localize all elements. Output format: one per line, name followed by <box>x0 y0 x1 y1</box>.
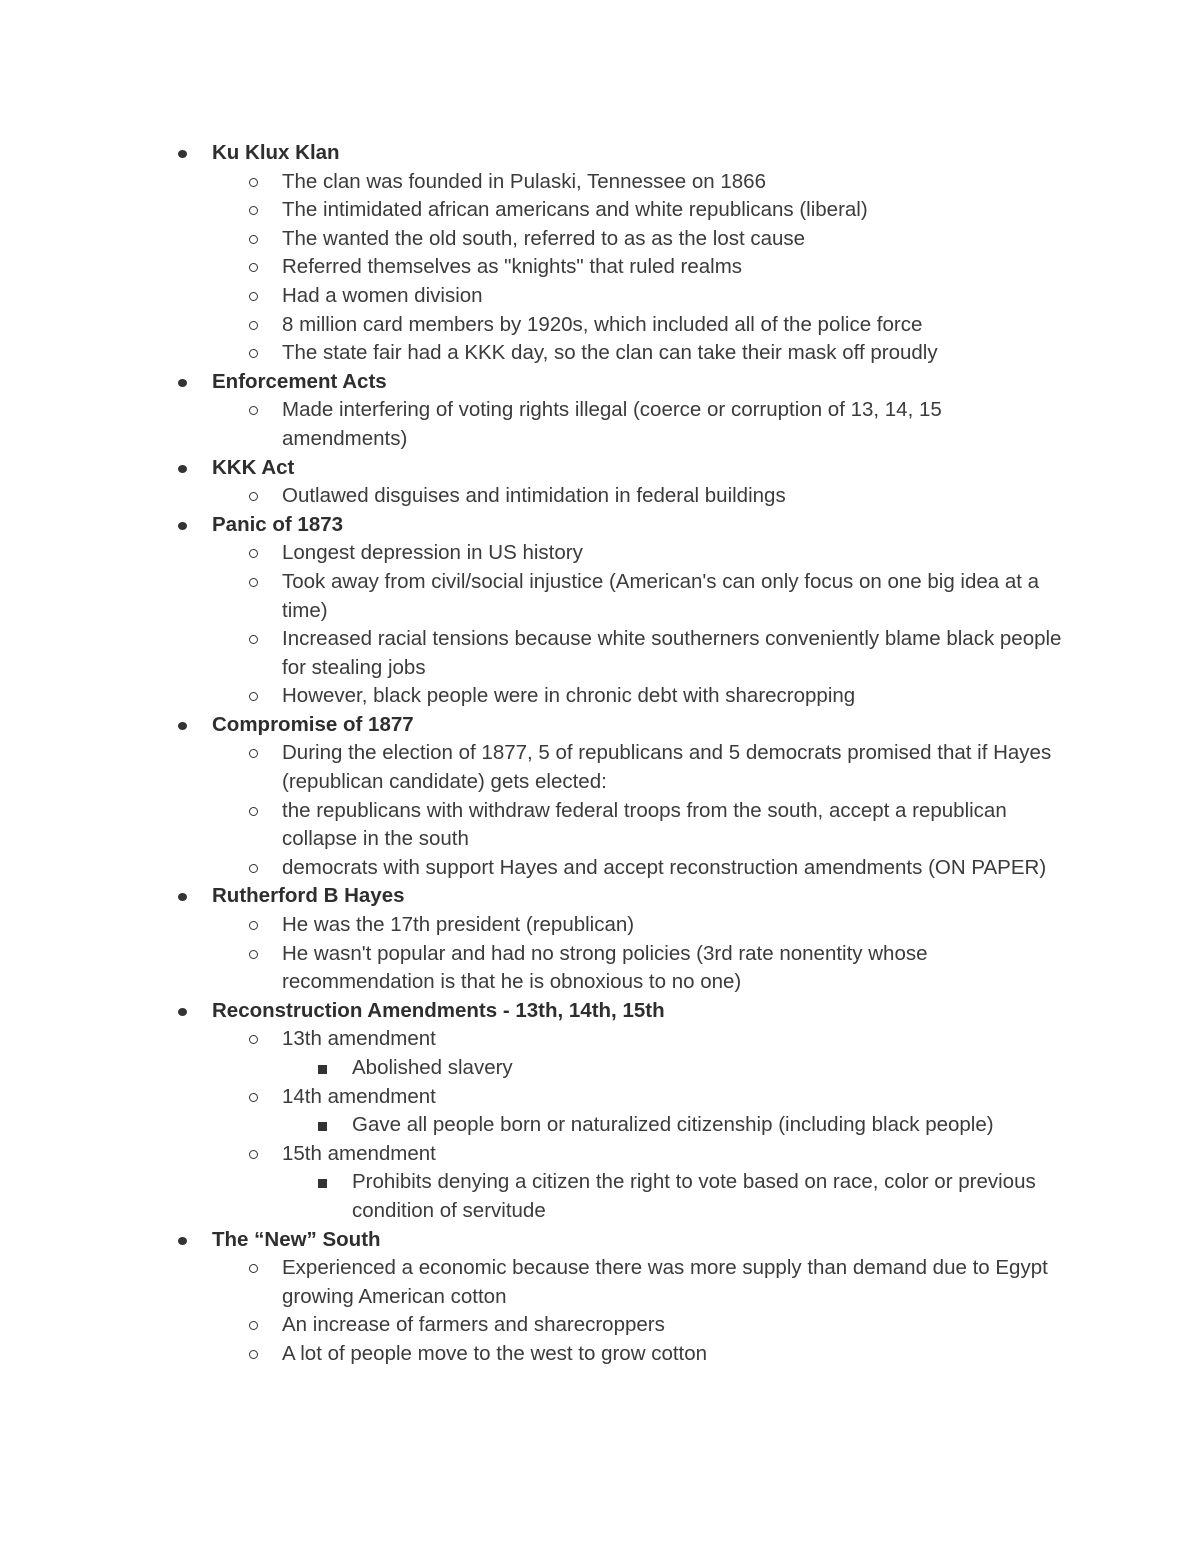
bullet-circle-icon <box>249 749 258 758</box>
sub-point-row <box>0 282 1072 311</box>
bullet-circle-icon <box>249 864 258 873</box>
sub-point-text: 15th amendment <box>282 1141 436 1165</box>
sub-point-text: democrats with support Hayes and accept reconstruction amendments (ON PAPER) <box>282 855 1047 879</box>
sub-point-row <box>0 1311 1072 1340</box>
sub-point-text: Increased racial tensions because white southerners conveniently blame black people for stealing jobs <box>282 627 1062 679</box>
sub-point-row <box>0 739 1072 796</box>
topic-heading-row <box>0 997 1062 1026</box>
bullet-circle-icon <box>249 292 258 301</box>
sub-point-row <box>0 168 1072 197</box>
bullet-disc-icon <box>178 522 187 530</box>
bullet-disc-icon <box>178 893 187 901</box>
sub-point-row <box>0 339 1072 368</box>
sub-point-row <box>0 396 1072 453</box>
sub-point-text: The intimidated african americans and white republicans (liberal) <box>282 198 868 222</box>
bullet-circle-icon <box>249 549 258 558</box>
bullet-circle-icon <box>249 492 258 501</box>
bullet-circle-icon <box>249 1150 258 1159</box>
sub-point-text: During the election of 1877, 5 of republicans and 5 democrats promised that if Hayes (republican candidate) gets elected: <box>282 741 1052 794</box>
sub-point-row <box>0 854 1072 883</box>
sub-point-row <box>0 940 1072 997</box>
sub-point-row <box>0 682 1072 711</box>
detail-point-row <box>0 1168 1072 1225</box>
sub-point-text: Longest depression in US history <box>282 541 583 565</box>
sub-point-text: The state fair had a KKK day, so the clan can take their mask off proudly <box>282 341 938 365</box>
topic-heading-row <box>0 368 1062 397</box>
topic-heading-row <box>0 1226 1062 1255</box>
sub-point-text: Referred themselves as "knights" that ruled realms <box>282 255 743 279</box>
topic-heading-text: Compromise of 1877 <box>212 712 414 736</box>
bullet-square-icon <box>318 1122 327 1131</box>
bullet-disc-icon <box>178 150 187 158</box>
bullet-disc-icon <box>178 722 187 730</box>
bullet-circle-icon <box>249 921 258 930</box>
sub-point-text: 14th amendment <box>282 1084 436 1108</box>
bullet-circle-icon <box>249 1321 258 1330</box>
sub-point-text: 13th amendment <box>282 1027 436 1051</box>
sub-point-text: The clan was founded in Pulaski, Tennessee on 1866 <box>282 169 766 193</box>
bullet-disc-icon <box>178 1237 187 1245</box>
bullet-circle-icon <box>249 1035 258 1044</box>
bullet-disc-icon <box>178 1008 187 1016</box>
topic-heading-row <box>0 454 1062 483</box>
sub-point-row <box>0 539 1072 568</box>
bullet-circle-icon <box>249 206 258 215</box>
sub-point-text: Took away from civil/social injustice (American's can only focus on one big idea at a time) <box>282 569 1040 622</box>
topic-heading-row <box>0 711 1062 740</box>
sub-point-row <box>0 1340 1072 1369</box>
sub-point-row <box>0 196 1072 225</box>
sub-point-text: Experienced a economic because there was more supply than demand due to Egypt growing American cotton <box>282 1256 1048 1308</box>
topic-heading-text: Ku Klux Klan <box>212 141 340 164</box>
bullet-circle-icon <box>249 263 258 272</box>
bullet-circle-icon <box>249 807 258 816</box>
bullet-circle-icon <box>249 1093 258 1102</box>
bullet-circle-icon <box>249 321 258 330</box>
topic-heading-text: KKK Act <box>212 455 295 479</box>
sub-point-row <box>0 911 1072 940</box>
sub-point-row <box>0 1025 1072 1054</box>
bullet-square-icon <box>318 1179 327 1188</box>
topic-heading-text: The “New” South <box>212 1227 381 1251</box>
sub-point-text: A lot of people move to the west to grow cotton <box>282 1341 708 1365</box>
sub-point-text: Made interfering of voting rights illegal (coerce or corruption of 13, 14, 15 amendments) <box>282 398 942 450</box>
detail-point-text: Abolished slavery <box>352 1056 513 1079</box>
topic-heading-row <box>0 511 1062 540</box>
topic-heading-row <box>0 139 1062 168</box>
bullet-circle-icon <box>249 235 258 244</box>
bullet-circle-icon <box>249 1264 258 1273</box>
sub-point-text: 8 million card members by 1920s, which included all of the police force <box>282 312 923 336</box>
bullet-disc-icon <box>178 465 187 473</box>
sub-point-text: The wanted the old south, referred to as as the lost cause <box>282 226 806 250</box>
sub-point-text: He was the 17th president (republican) <box>282 913 635 937</box>
sub-point-row <box>0 225 1072 254</box>
detail-point-row <box>0 1054 1072 1083</box>
detail-point-text: Prohibits denying a citizen the right to vote based on race, color or previous condition of servitude <box>352 1170 1036 1222</box>
bullet-circle-icon <box>249 692 258 701</box>
sub-point-text: An increase of farmers and sharecroppers <box>282 1313 665 1337</box>
sub-point-row <box>0 1254 1072 1311</box>
sub-point-row <box>0 568 1072 625</box>
bullet-circle-icon <box>249 635 258 644</box>
document-body <box>0 139 1200 1369</box>
bullet-circle-icon <box>249 406 258 415</box>
bullet-disc-icon <box>178 379 187 387</box>
bullet-circle-icon <box>249 1350 258 1359</box>
sub-point-text: the republicans with withdraw federal troops from the south, accept a republican collapse in the south <box>282 798 1007 851</box>
bullet-square-icon <box>318 1065 327 1074</box>
sub-point-row <box>0 311 1072 340</box>
topic-heading-row <box>0 882 1062 911</box>
sub-point-row <box>0 482 1072 511</box>
sub-point-row <box>0 625 1072 682</box>
sub-point-text: Had a women division <box>282 283 483 307</box>
sub-point-text: However, black people were in chronic debt with sharecropping <box>282 684 856 708</box>
topic-heading-text: Panic of 1873 <box>212 512 344 536</box>
bullet-circle-icon <box>249 178 258 187</box>
bullet-circle-icon <box>249 578 258 587</box>
sub-point-row <box>0 797 1072 854</box>
sub-point-text: He wasn't popular and had no strong policies (3rd rate nonentity whose recommendation is that he is obnoxious to no one) <box>282 941 928 994</box>
detail-point-text: Gave all people born or naturalized citizenship (including black people) <box>352 1113 994 1137</box>
sub-point-row <box>0 1083 1072 1112</box>
topic-heading-text: Enforcement Acts <box>212 369 387 393</box>
bullet-circle-icon <box>249 349 258 358</box>
topic-heading-text: Rutherford B Hayes <box>212 884 405 908</box>
bullet-circle-icon <box>249 950 258 959</box>
detail-point-row <box>0 1111 1072 1140</box>
topic-heading-text: Reconstruction Amendments - 13th, 14th, 15th <box>212 998 665 1022</box>
sub-point-row <box>0 253 1072 282</box>
sub-point-text: Outlawed disguises and intimidation in federal buildings <box>282 484 786 508</box>
sub-point-row <box>0 1140 1072 1169</box>
